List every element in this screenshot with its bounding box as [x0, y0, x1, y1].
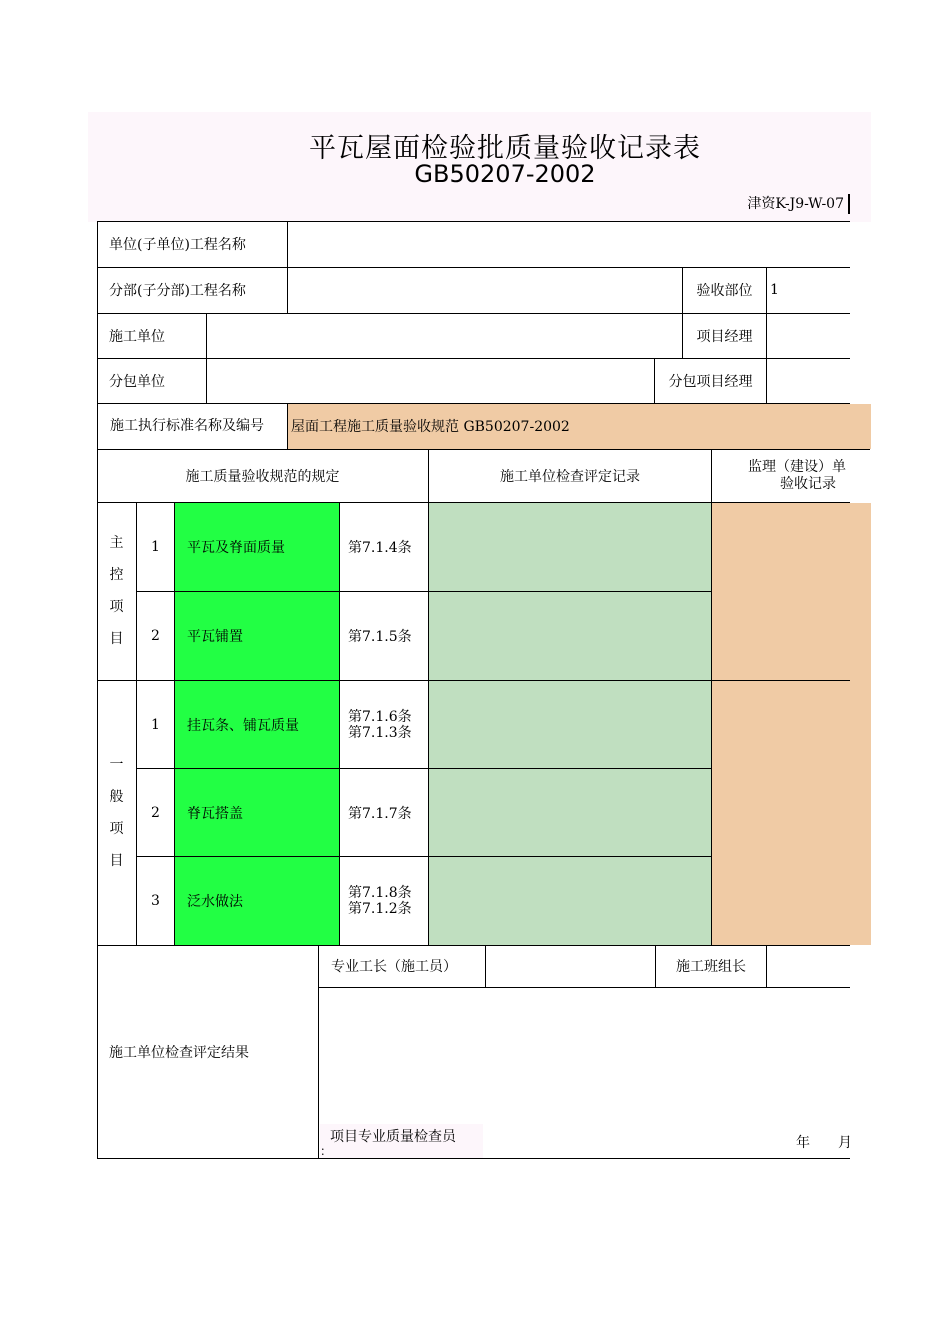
inspector-label: 项目专业质量检查员 ： — [320, 1124, 483, 1158]
main-control-group-label: 主 控 项 目 — [109, 535, 124, 647]
construction-unit-field[interactable] — [207, 313, 682, 358]
item-number: 2 — [151, 628, 160, 644]
item-number: 1 — [151, 716, 160, 733]
item-number: 3 — [151, 893, 160, 909]
subcontract-manager-field[interactable] — [767, 358, 850, 403]
form-title: 平瓦屋面检验批质量验收记录表 — [309, 133, 701, 164]
standard-code: GB50207-2002 — [414, 160, 596, 188]
project-manager-label: 项目经理 — [696, 328, 753, 345]
result-label: 施工单位检查评定结果 — [109, 1044, 249, 1061]
check-record-column-header: 施工单位检查评定记录 — [500, 468, 640, 485]
item-number: 1 — [151, 539, 160, 555]
subcontract-unit-label: 分包单位 — [109, 373, 165, 390]
item-clause: 第7.1.4条 — [348, 540, 412, 556]
sub-project-field[interactable] — [288, 267, 682, 313]
item-clause: 第7.1.6条 第7.1.3条 — [348, 708, 412, 741]
item-name: 脊瓦搭盖 — [187, 805, 243, 822]
form-code: 津资K-J9-W-07 — [747, 194, 850, 214]
spec-column-header: 施工质量验收规范的规定 — [185, 468, 340, 485]
project-manager-field[interactable] — [767, 313, 850, 358]
general-group-label: 一 般 项 目 — [109, 757, 124, 869]
acceptance-part-value[interactable]: 1 — [770, 282, 779, 298]
item-clause: 第7.1.8条 第7.1.2条 — [348, 885, 412, 917]
unit-project-field[interactable] — [288, 221, 850, 267]
item-clause: 第7.1.7条 — [348, 805, 412, 822]
subcontract-unit-field[interactable] — [207, 358, 654, 403]
standard-label: 施工执行标准名称及编号 — [110, 418, 264, 434]
item-name: 挂瓦条、铺瓦质量 — [187, 717, 299, 734]
team-leader-field[interactable] — [767, 945, 850, 987]
item-name: 泛水做法 — [187, 894, 243, 910]
construction-unit-label: 施工单位 — [109, 328, 165, 345]
item-name: 平瓦及脊面质量 — [187, 540, 285, 556]
item-clause: 第7.1.5条 — [348, 629, 412, 645]
year-label: 年 — [796, 1135, 810, 1151]
subcontract-manager-label: 分包项目经理 — [668, 373, 753, 390]
foreman-label: 专业工长（施工员） — [331, 959, 457, 975]
foreman-field[interactable] — [486, 945, 655, 987]
item-number: 2 — [151, 804, 160, 821]
team-leader-label: 施工班组长 — [676, 959, 746, 975]
sub-project-label: 分部(子分部)工程名称 — [109, 283, 246, 299]
standard-value[interactable]: 屋面工程施工质量验收规范 GB50207-2002 — [291, 419, 570, 435]
supervisor-record-fill[interactable] — [712, 503, 871, 945]
supervisor-column-header: 监理（建设）单 验收记录 — [748, 458, 846, 492]
check-record-fill[interactable] — [429, 503, 712, 945]
unit-project-label: 单位(子单位)工程名称 — [109, 237, 246, 253]
item-name: 平瓦铺置 — [187, 629, 243, 645]
acceptance-part-label: 验收部位 — [696, 283, 753, 299]
month-label: 月 — [838, 1135, 852, 1151]
result-field[interactable] — [319, 988, 850, 1122]
